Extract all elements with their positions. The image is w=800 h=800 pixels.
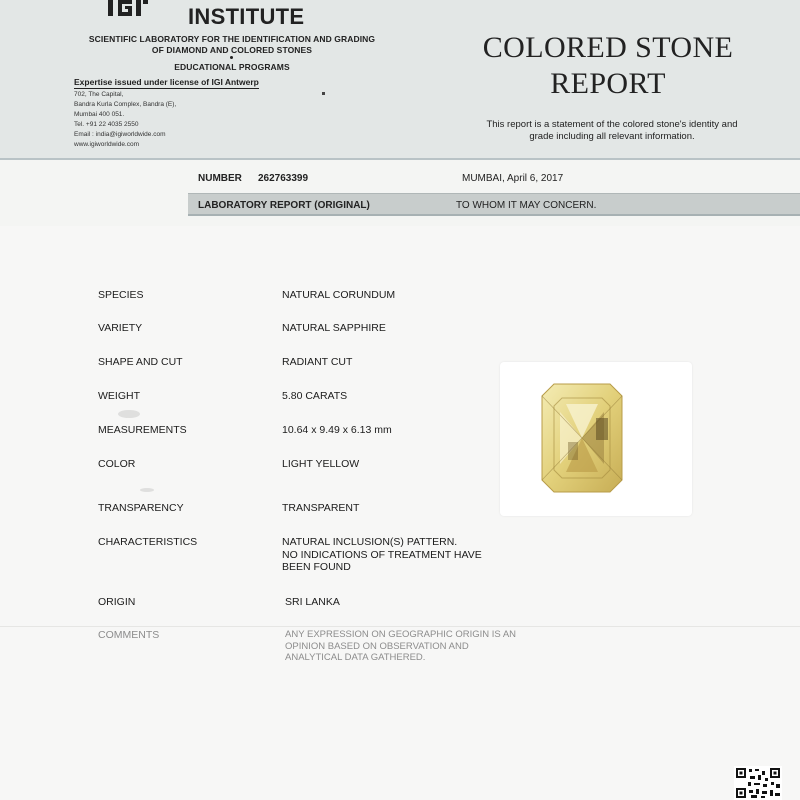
- report-description: This report is a statement of the colored stone's identity and grade including all relevant information.: [486, 119, 738, 142]
- report-header: [0, 0, 800, 160]
- transparency-value: TRANSPARENT: [282, 502, 360, 514]
- igi-logo-icon: [106, 0, 150, 20]
- report-title-line-2: REPORT: [550, 67, 666, 100]
- license-statement: Expertise issued under license of IGI Antwerp: [74, 77, 259, 87]
- address-website: www.igiworldwide.com: [74, 141, 140, 148]
- report-date: MUMBAI, April 6, 2017: [462, 173, 564, 184]
- weight-value: 5.80 CARATS: [282, 390, 348, 402]
- lab-description-line-1: SCIENTIFIC LABORATORY FOR THE IDENTIFICATION AND GRADING: [88, 34, 376, 44]
- gemstone-photo-icon: [540, 382, 624, 494]
- report-title: [458, 30, 758, 102]
- comments-line: ANALYTICAL DATA GATHERED.: [285, 652, 426, 663]
- address-phone: Tel. +91 22 4035 2550: [74, 121, 139, 128]
- report-info-band: [188, 164, 800, 220]
- lab-report-label: LABORATORY REPORT (ORIGINAL): [198, 200, 370, 211]
- color-value: LIGHT YELLOW: [282, 458, 360, 470]
- characteristics-line: NO INDICATIONS OF TREATMENT HAVE: [282, 548, 482, 561]
- characteristics-line: BEEN FOUND: [282, 561, 351, 573]
- species-label: SPECIES: [98, 289, 144, 301]
- lab-description-line-3: EDUCATIONAL PROGRAMS: [174, 62, 290, 72]
- species-value: NATURAL CORUNDUM: [282, 289, 396, 301]
- measurements-label: MEASUREMENTS: [98, 424, 187, 436]
- report-number: 262763399: [258, 173, 309, 184]
- characteristics-line: NATURAL INCLUSION(S) PATTERN.: [282, 536, 458, 548]
- characteristics-value: [282, 536, 482, 574]
- color-label: COLOR: [98, 458, 136, 470]
- comments-value: [285, 629, 516, 664]
- report-title-line-1: COLORED STONE: [482, 31, 734, 64]
- measurements-value: 10.64 x 9.49 x 6.13 mm: [282, 424, 392, 436]
- qr-code-icon: [734, 766, 782, 800]
- address-email: Email : india@igiworldwide.com: [74, 131, 166, 138]
- comments-label: COMMENTS: [98, 629, 160, 641]
- variety-label: VARIETY: [98, 322, 143, 334]
- transparency-label: TRANSPARENCY: [98, 502, 184, 514]
- comments-line: ANY EXPRESSION ON GEOGRAPHIC ORIGIN IS AN: [285, 629, 517, 640]
- address-line: 702, The Capital,: [74, 91, 124, 98]
- origin-label: ORIGIN: [98, 596, 136, 608]
- lab-description-line-2: OF DIAMOND AND COLORED STONES: [151, 45, 313, 55]
- number-label: NUMBER: [198, 173, 242, 184]
- variety-value: NATURAL SAPPHIRE: [282, 322, 386, 334]
- fold-line: [0, 626, 800, 627]
- address-line: Mumbai 400 051.: [74, 111, 125, 118]
- bullet-dot: [230, 56, 233, 59]
- origin-value: SRI LANKA: [285, 596, 340, 608]
- weight-label: WEIGHT: [98, 390, 140, 402]
- to-whom-text: TO WHOM IT MAY CONCERN.: [456, 200, 597, 211]
- shape-value: RADIANT CUT: [282, 356, 353, 368]
- characteristics-label: CHARACTERISTICS: [98, 536, 198, 548]
- comments-line: OPINION BASED ON OBSERVATION AND: [285, 640, 469, 652]
- shape-label: SHAPE AND CUT: [98, 356, 183, 368]
- stone-photo-card: [500, 362, 692, 516]
- lab-report-bar: [188, 193, 800, 216]
- smudge: [118, 410, 140, 418]
- print-mark: [322, 92, 325, 95]
- smudge: [140, 488, 154, 492]
- institute-name: INSTITUTE: [188, 4, 305, 29]
- address-line: Bandra Kurla Complex, Bandra (E),: [74, 101, 177, 108]
